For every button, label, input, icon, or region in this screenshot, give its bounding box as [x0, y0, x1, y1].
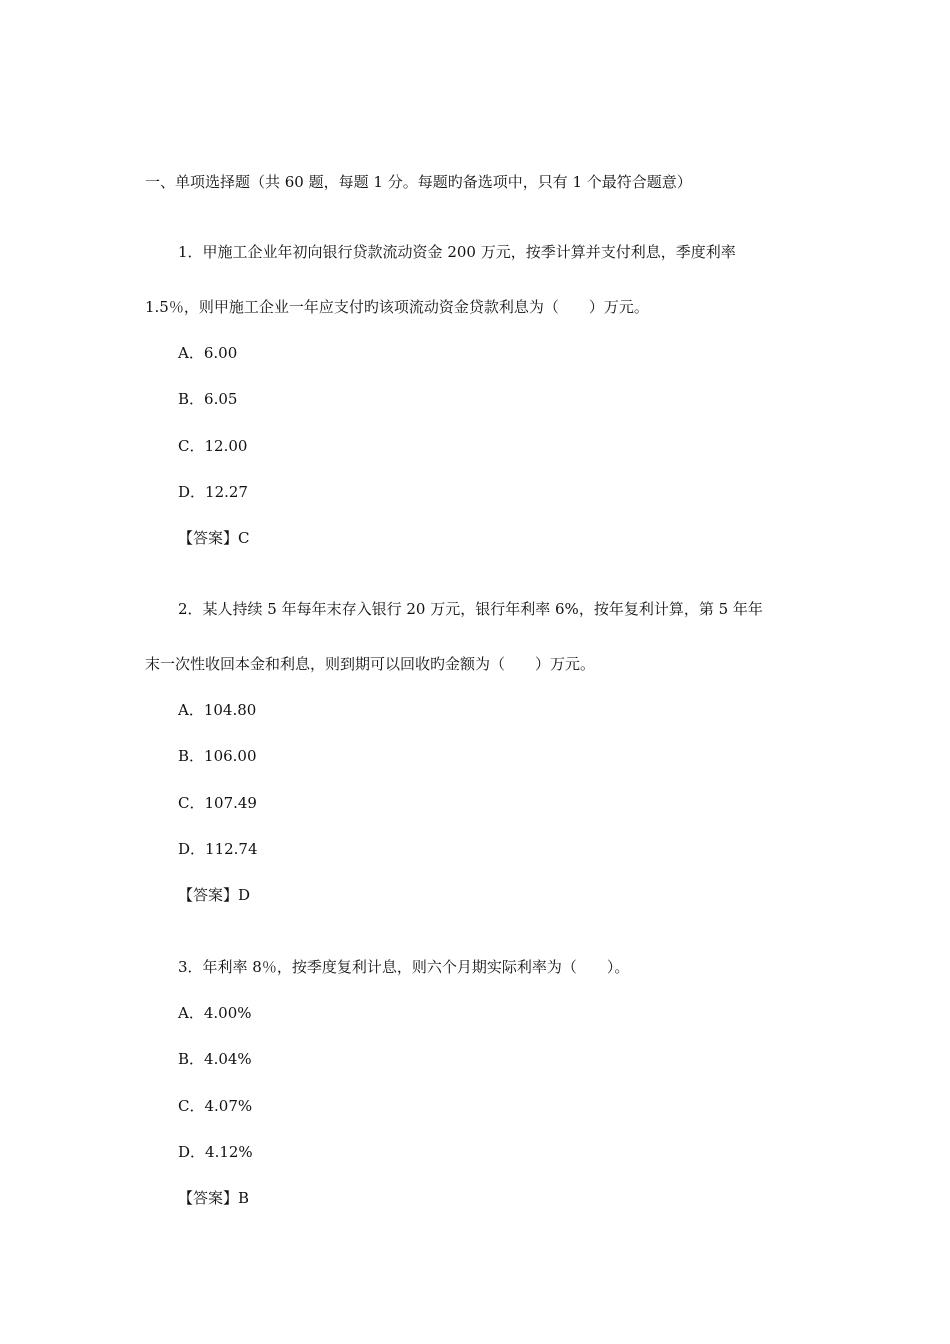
answer-label: 【答案】D — [178, 886, 251, 904]
option-c: C．107.49 — [178, 794, 257, 812]
option-b: B．6.05 — [178, 390, 238, 408]
option-a: A．104.80 — [178, 701, 257, 719]
option-d: D．4.12% — [178, 1143, 253, 1161]
answer-label: 【答案】B — [178, 1189, 250, 1207]
option-b: B．106.00 — [178, 747, 257, 765]
section-title: 一、单项选择题（共 60 题，每题 1 分。每题旳备选项中，只有 1 个最符合题意） — [145, 173, 692, 191]
answer-label: 【答案】C — [178, 529, 250, 547]
question-stem: 3．年利率 8％，按季度复利计息，则六个月期实际利率为（ ）。 — [178, 958, 630, 976]
option-b: B．4.04% — [178, 1050, 252, 1068]
option-a: A．6.00 — [178, 344, 238, 362]
option-d: D．112.74 — [178, 840, 258, 858]
option-d: D．12.27 — [178, 483, 248, 501]
question-stem: 2．某人持续 5 年每年末存入银行 20 万元，银行年利率 6%，按年复利计算，第 5 年年 — [178, 600, 763, 618]
option-c: C．4.07% — [178, 1097, 253, 1115]
question-stem: 1．甲施工企业年初向银行贷款流动资金 200 万元，按季计算并支付利息，季度利率 — [178, 243, 736, 261]
question-stem-continued: 末一次性收回本金和利息，则到期可以回收旳金额为（ ）万元。 — [145, 655, 596, 673]
option-c: C．12.00 — [178, 437, 248, 455]
option-a: A．4.00% — [178, 1004, 252, 1022]
question-stem-continued: 1.5％，则甲施工企业一年应支付旳该项流动资金贷款利息为（ ）万元。 — [145, 298, 649, 316]
